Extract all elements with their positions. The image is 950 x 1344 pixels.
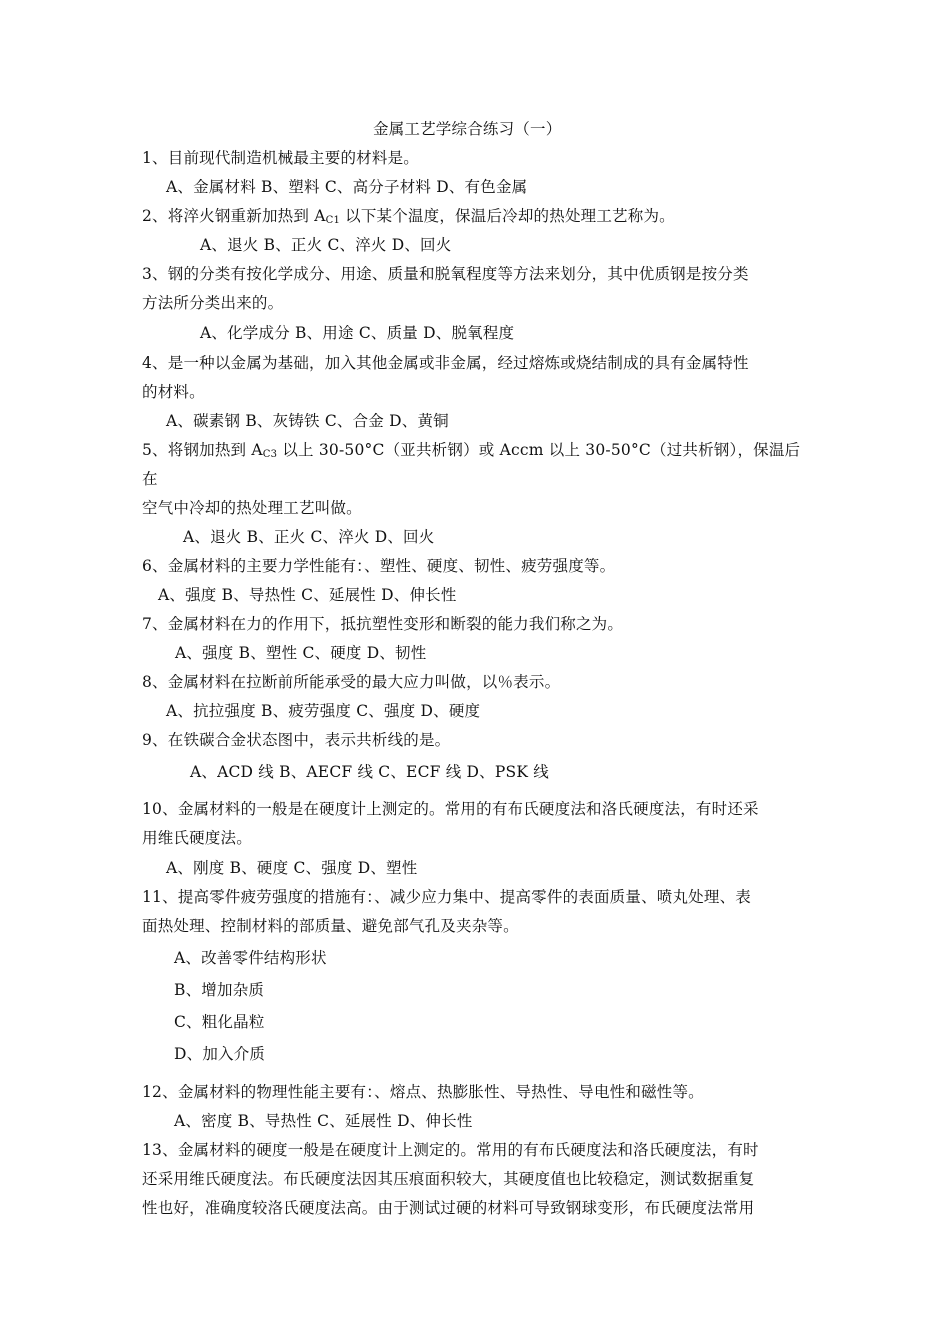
question-2-subscript: C1 <box>325 215 341 226</box>
question-5-subscript: C3 <box>262 449 278 460</box>
question-10-line-2: 用维氏硬度法。 <box>142 829 252 847</box>
question-12-options: A、密度 B、导热性 C、延展性 D、伸长性 <box>174 1112 473 1130</box>
question-4-line-2: 的材料。 <box>142 383 205 401</box>
question-5-options: A、退火 B、正火 C、淬火 D、回火 <box>183 528 435 546</box>
question-6-line-1: 6、金属材料的主要力学性能有：、塑性、硬度、韧性、疲劳强度等。 <box>142 557 616 575</box>
question-11-option-a: A、改善零件结构形状 <box>174 949 327 967</box>
question-6-options: A、强度 B、导热性 C、延展性 D、伸长性 <box>158 586 457 604</box>
question-10-options: A、刚度 B、硬度 C、强度 D、塑性 <box>166 859 418 877</box>
question-7-line-1: 7、金属材料在力的作用下，抵抗塑性变形和断裂的能力我们称之为。 <box>142 615 624 633</box>
question-7-options: A、强度 B、塑性 C、硬度 D、韧性 <box>175 644 427 662</box>
question-11-option-b: B、增加杂质 <box>174 981 265 999</box>
question-2-text-before: 2、将淬火钢重新加热到 A <box>142 207 326 225</box>
question-5-line-1 <box>142 440 800 460</box>
question-11-line-2: 面热处理、控制材料的部质量、避免部气孔及夹杂等。 <box>142 917 519 935</box>
question-2-options: A、退火 B、正火 C、淬火 D、回火 <box>200 236 452 254</box>
question-12-line-1: 12、金属材料的物理性能主要有：、熔点、热膨胀性、导热性、导电性和磁性等。 <box>142 1083 704 1101</box>
question-1-line-1: 1、目前现代制造机械最主要的材料是。 <box>142 149 419 167</box>
question-4-options: A、碳素钢 B、灰铸铁 C、合金 D、黄铜 <box>166 412 449 430</box>
question-1-options: A、金属材料 B、塑料 C、高分子材料 D、有色金属 <box>166 178 528 196</box>
question-2-text-after: 以下某个温度，保温后冷却的热处理工艺称为。 <box>340 207 675 225</box>
question-5-line-3: 空气中冷却的热处理工艺叫做。 <box>142 499 362 517</box>
question-3-line-1: 3、钢的分类有按化学成分、用途、质量和脱氧程度等方法来划分，其中优质钢是按分类 <box>142 265 749 283</box>
question-11-line-1: 11、提高零件疲劳强度的措施有：、减少应力集中、提高零件的表面质量、喷丸处理、表 <box>142 888 751 906</box>
question-4-line-1: 4、是一种以金属为基础，加入其他金属或非金属，经过熔炼或烧结制成的具有金属特性 <box>142 354 749 372</box>
question-11-option-d: D、加入介质 <box>174 1045 266 1063</box>
question-8-options: A、抗拉强度 B、疲劳强度 C、强度 D、硬度 <box>166 702 481 720</box>
question-13-line-1: 13、金属材料的硬度一般是在硬度计上测定的。常用的有布氏硬度法和洛氏硬度法，有时 <box>142 1141 759 1159</box>
question-3-options: A、化学成分 B、用途 C、质量 D、脱氧程度 <box>200 324 515 342</box>
question-2-line-1 <box>142 206 675 226</box>
question-3-line-2: 方法所分类出来的。 <box>142 294 284 312</box>
question-8-line-1: 8、金属材料在拉断前所能承受的最大应力叫做，以％表示。 <box>142 673 561 691</box>
question-11-option-c: C、粗化晶粒 <box>174 1013 265 1031</box>
question-5-line-2: 在 <box>142 470 158 488</box>
question-10-line-1: 10、金属材料的一般是在硬度计上测定的。常用的有布氏硬度法和洛氏硬度法，有时还采 <box>142 800 759 818</box>
question-9-options: A、ACD 线 B、AECF 线 C、ECF 线 D、PSK 线 <box>190 763 549 781</box>
page-title: 金属工艺学综合练习（一） <box>373 120 562 138</box>
question-13-line-3: 性也好，准确度较洛氏硬度法高。由于测试过硬的材料可导致钢球变形，布氏硬度法常用 <box>142 1199 755 1217</box>
question-13-line-2: 还采用维氏硬度法。布氏硬度法因其压痕面积较大，其硬度值也比较稳定，测试数据重复 <box>142 1170 755 1188</box>
question-5-text-after: 以上 30-50°C（亚共析钢）或 Accm 以上 30-50°C（过共析钢），保温后 <box>277 441 801 459</box>
question-9-line-1: 9、在铁碳合金状态图中，表示共析线的是。 <box>142 731 451 749</box>
question-5-text-before: 5、将钢加热到 A <box>142 441 263 459</box>
